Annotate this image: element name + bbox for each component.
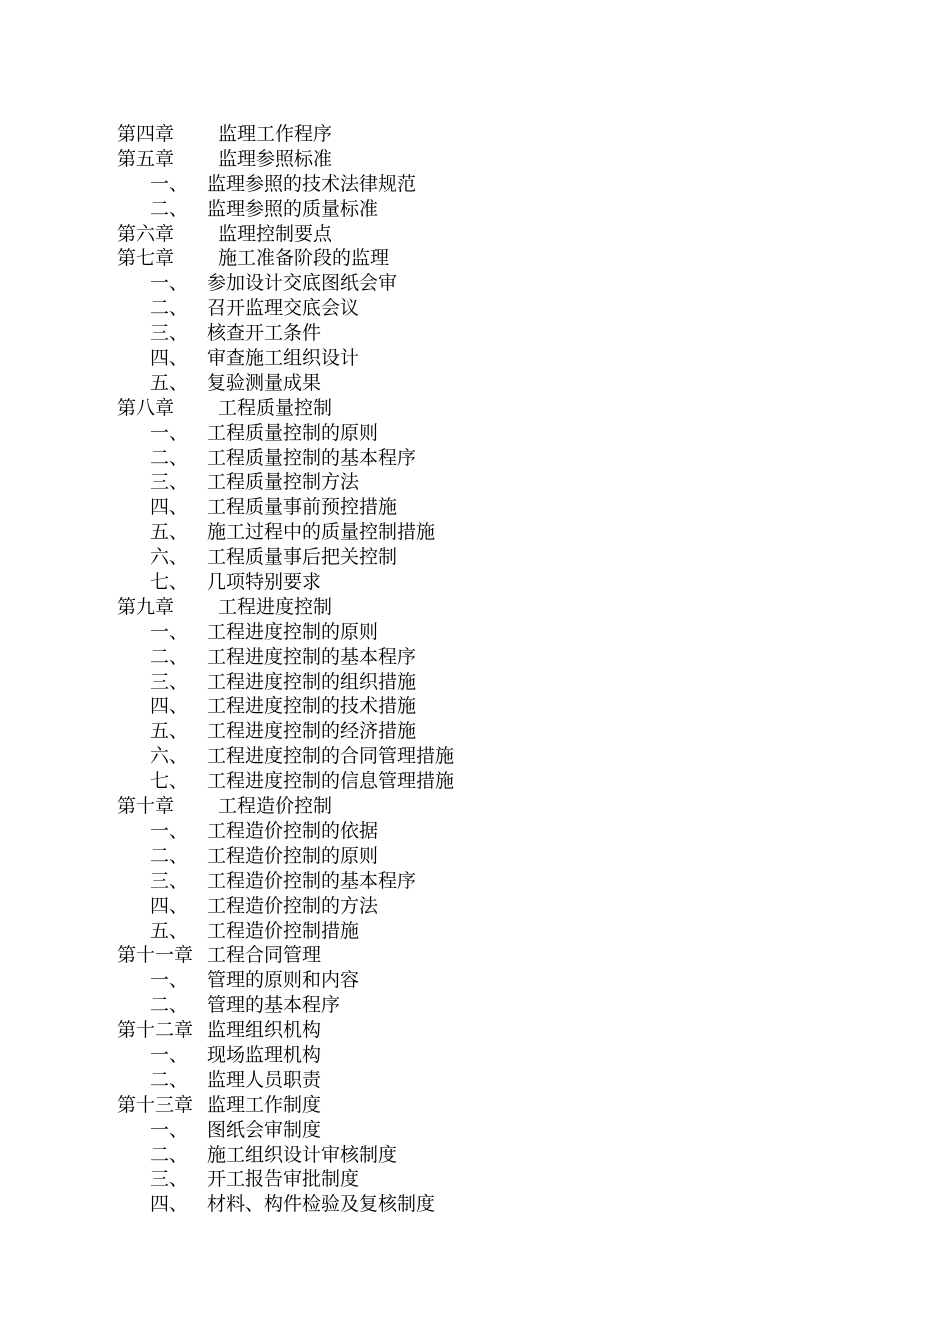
section-number: 一、	[150, 969, 189, 992]
toc-section-entry	[117, 844, 917, 869]
toc-section-entry	[117, 296, 917, 321]
toc-section-entry	[117, 1118, 917, 1143]
chapter-title: 工程合同管理	[207, 944, 322, 967]
section-number: 五、	[150, 521, 189, 544]
chapter-number: 第十章	[117, 795, 175, 818]
toc-section-entry	[117, 645, 917, 670]
toc-section-entry	[117, 919, 917, 944]
toc-section-entry	[117, 346, 917, 371]
section-number: 一、	[150, 1118, 189, 1141]
toc-chapter-entry	[117, 1093, 917, 1118]
toc-section-entry	[117, 1167, 917, 1192]
section-number: 四、	[150, 347, 189, 370]
toc-section-entry	[117, 1068, 917, 1093]
toc-chapter-entry	[117, 246, 917, 271]
section-number: 一、	[150, 272, 189, 295]
toc-chapter-entry	[117, 1018, 917, 1043]
toc-section-entry	[117, 1043, 917, 1068]
toc-section-entry	[117, 670, 917, 695]
toc-section-entry	[117, 446, 917, 471]
chapter-number: 第四章	[117, 123, 175, 145]
section-number: 一、	[150, 819, 189, 842]
section-number: 三、	[150, 1168, 189, 1191]
section-number: 一、	[150, 172, 189, 195]
section-title: 复验测量成果	[207, 371, 322, 394]
section-title: 工程进度控制的组织措施	[207, 670, 417, 693]
section-title: 工程质量控制的原则	[207, 421, 379, 444]
section-title: 施工过程中的质量控制措施	[207, 521, 436, 544]
chapter-title: 监理控制要点	[218, 222, 333, 245]
chapter-number: 第十三章	[117, 1093, 194, 1116]
section-title: 管理的原则和内容	[207, 969, 360, 992]
section-title: 工程质量事后把关控制	[207, 546, 398, 569]
section-number: 六、	[150, 745, 189, 768]
section-title: 材料、构件检验及复核制度	[207, 1193, 436, 1216]
section-number: 五、	[150, 720, 189, 743]
toc-chapter-entry	[117, 147, 917, 172]
section-title: 工程进度控制的经济措施	[207, 720, 417, 743]
chapter-number: 第五章	[117, 147, 175, 170]
section-title: 工程造价控制的基本程序	[207, 869, 417, 892]
chapter-title: 监理工作制度	[207, 1093, 322, 1116]
toc-section-entry	[117, 1192, 917, 1217]
toc-section-entry	[117, 172, 917, 197]
chapter-number: 第八章	[117, 396, 175, 419]
toc-section-entry	[117, 769, 917, 794]
section-number: 二、	[150, 197, 189, 220]
section-title: 工程造价控制措施	[207, 919, 360, 942]
chapter-number: 第九章	[117, 595, 175, 618]
section-title: 管理的基本程序	[207, 994, 341, 1017]
section-title: 现场监理机构	[207, 1043, 322, 1066]
section-title: 工程造价控制的方法	[207, 894, 379, 917]
section-number: 二、	[150, 844, 189, 867]
section-title: 召开监理交底会议	[207, 297, 360, 320]
section-title: 审查施工组织设计	[207, 347, 360, 370]
chapter-number: 第六章	[117, 222, 175, 245]
toc-section-entry	[117, 694, 917, 719]
section-title: 监理参照的质量标准	[207, 197, 379, 220]
toc-section-entry	[117, 470, 917, 495]
toc-section-entry	[117, 744, 917, 769]
toc-section-entry	[117, 520, 917, 545]
section-number: 三、	[150, 471, 189, 494]
toc-section-entry	[117, 321, 917, 346]
section-title: 工程造价控制的原则	[207, 844, 379, 867]
section-number: 七、	[150, 770, 189, 793]
section-title: 工程质量控制方法	[207, 471, 360, 494]
section-number: 二、	[150, 994, 189, 1017]
chapter-title: 工程造价控制	[218, 795, 333, 818]
section-title: 监理参照的技术法律规范	[207, 172, 417, 195]
toc-section-entry	[117, 993, 917, 1018]
section-number: 五、	[150, 371, 189, 394]
chapter-title: 监理组织机构	[207, 1019, 322, 1042]
toc-chapter-entry	[117, 222, 917, 247]
toc-section-entry	[117, 495, 917, 520]
section-title: 工程进度控制的信息管理措施	[207, 770, 455, 793]
section-number: 一、	[150, 1043, 189, 1066]
toc-section-entry	[117, 894, 917, 919]
toc-section-entry	[117, 819, 917, 844]
section-number: 三、	[150, 322, 189, 345]
section-title: 工程质量控制的基本程序	[207, 446, 417, 469]
section-title: 工程进度控制的技术措施	[207, 695, 417, 718]
section-title: 图纸会审制度	[207, 1118, 322, 1141]
section-title: 监理人员职责	[207, 1068, 322, 1091]
section-number: 一、	[150, 620, 189, 643]
section-number: 一、	[150, 421, 189, 444]
chapter-title: 监理工作程序	[218, 123, 333, 145]
toc-chapter-entry	[117, 122, 917, 147]
section-title: 开工报告审批制度	[207, 1168, 360, 1191]
chapter-number: 第七章	[117, 247, 175, 270]
section-number: 二、	[150, 1068, 189, 1091]
section-number: 二、	[150, 297, 189, 320]
section-title: 工程进度控制的基本程序	[207, 645, 417, 668]
toc-section-entry	[117, 271, 917, 296]
toc-chapter-entry	[117, 595, 917, 620]
chapter-title: 工程质量控制	[218, 396, 333, 419]
table-of-contents	[117, 122, 917, 1217]
section-number: 四、	[150, 496, 189, 519]
chapter-title: 工程进度控制	[218, 595, 333, 618]
section-number: 七、	[150, 571, 189, 594]
toc-chapter-entry	[117, 396, 917, 421]
chapter-title: 施工准备阶段的监理	[218, 247, 390, 270]
chapter-number: 第十二章	[117, 1019, 194, 1042]
toc-section-entry	[117, 545, 917, 570]
toc-chapter-entry	[117, 943, 917, 968]
section-title: 核查开工条件	[207, 322, 322, 345]
toc-section-entry	[117, 1143, 917, 1168]
section-title: 工程进度控制的原则	[207, 620, 379, 643]
chapter-number: 第十一章	[117, 944, 194, 967]
section-title: 几项特别要求	[207, 571, 322, 594]
section-number: 二、	[150, 645, 189, 668]
section-number: 六、	[150, 546, 189, 569]
section-number: 三、	[150, 869, 189, 892]
section-number: 四、	[150, 695, 189, 718]
toc-section-entry	[117, 421, 917, 446]
toc-section-entry	[117, 968, 917, 993]
section-number: 四、	[150, 1193, 189, 1216]
section-number: 二、	[150, 1143, 189, 1166]
toc-section-entry	[117, 197, 917, 222]
toc-section-entry	[117, 371, 917, 396]
toc-section-entry	[117, 620, 917, 645]
toc-section-entry	[117, 570, 917, 595]
section-title: 工程造价控制的依据	[207, 819, 379, 842]
toc-chapter-entry	[117, 794, 917, 819]
section-title: 工程质量事前预控措施	[207, 496, 398, 519]
chapter-title: 监理参照标准	[218, 147, 333, 170]
section-title: 工程进度控制的合同管理措施	[207, 745, 455, 768]
section-title: 参加设计交底图纸会审	[207, 272, 398, 295]
section-number: 三、	[150, 670, 189, 693]
toc-section-entry	[117, 719, 917, 744]
section-title: 施工组织设计审核制度	[207, 1143, 398, 1166]
section-number: 二、	[150, 446, 189, 469]
section-number: 五、	[150, 919, 189, 942]
section-number: 四、	[150, 894, 189, 917]
toc-section-entry	[117, 869, 917, 894]
